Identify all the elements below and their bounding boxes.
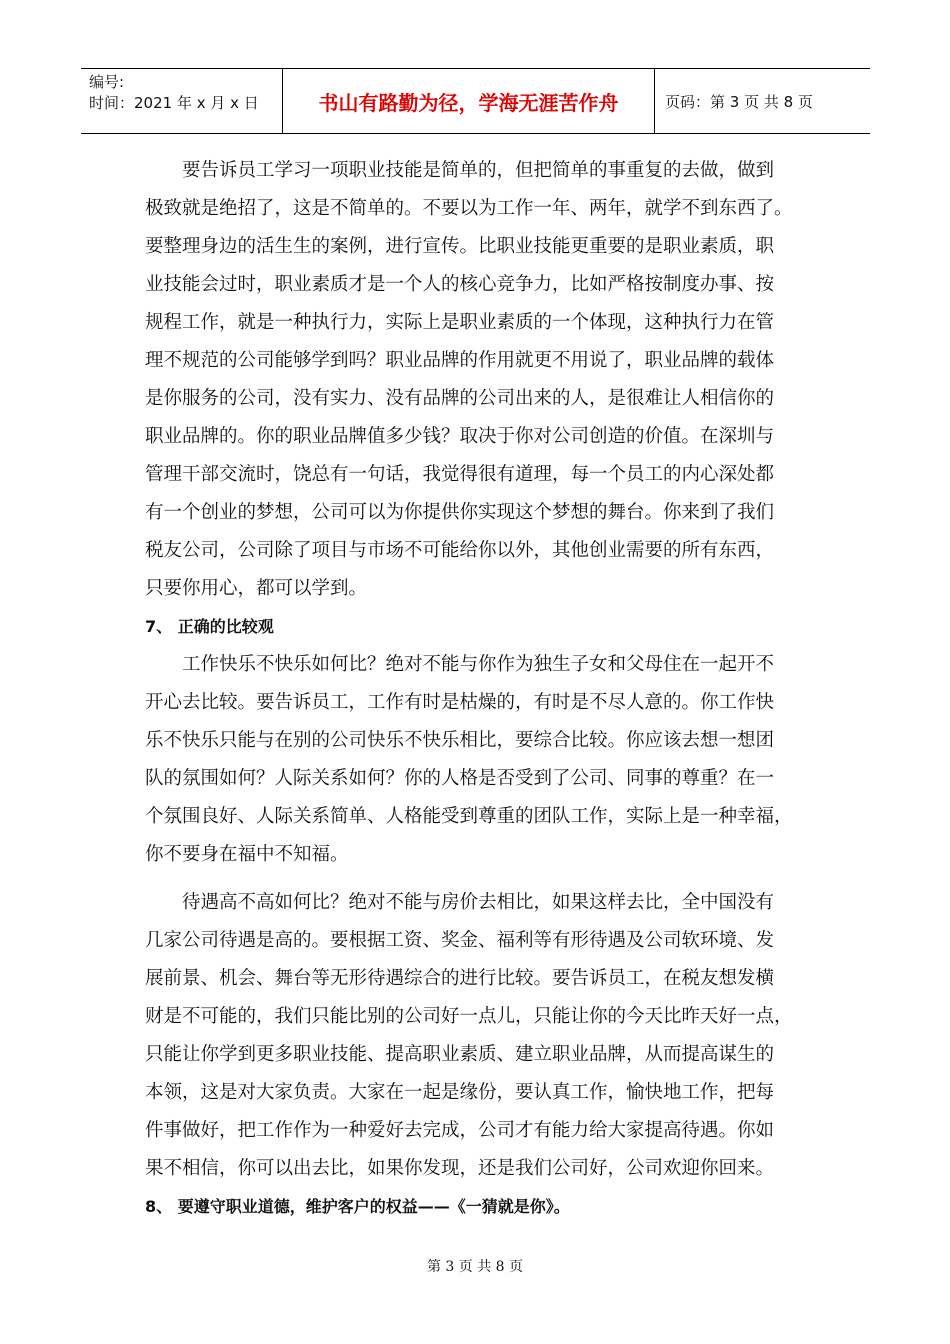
text-line: 个氛围良好、人际关系简单、人格能受到尊重的团队工作，实际上是一种幸福， bbox=[145, 806, 793, 827]
header-page-info: 页码：第 3 页 共 8 页 bbox=[665, 92, 813, 111]
text-line: 几家公司待遇是高的。要根据工资、奖金、福利等有形待遇及公司软环境、发 bbox=[145, 930, 775, 951]
paragraph-gap bbox=[145, 874, 825, 884]
text-line: 你不要身在福中不知福。 bbox=[145, 844, 349, 865]
text-line: 只要你用心，都可以学到。 bbox=[145, 578, 368, 599]
text-line: 开心去比较。要告诉员工，工作有时是枯燥的，有时是不尽人意的。你工作快 bbox=[145, 692, 775, 713]
text-line: 财是不可能的，我们只能比别的公司好一点儿，只能让你的今天比昨天好一点， bbox=[145, 1006, 793, 1027]
text-line: 是你服务的公司，没有实力、没有品牌的公司出来的人，是很难让人相信你的 bbox=[145, 388, 775, 409]
text-line: 队的氛围如何？人际关系如何？你的人格是否受到了公司、同事的尊重？在一 bbox=[145, 768, 775, 789]
text-line: 待遇高不高如何比？绝对不能与房价去相比，如果这样去比，全中国没有 bbox=[182, 892, 775, 913]
text-line: 理不规范的公司能够学到吗？职业品牌的作用就更不用说了，职业品牌的载体 bbox=[145, 350, 775, 371]
text-line: 税友公司，公司除了项目与市场不可能给你以外，其他创业需要的所有东西， bbox=[145, 540, 775, 561]
text-line: 规程工作，就是一种执行力，实际上是职业素质的一个体现，这种执行力在管 bbox=[145, 312, 775, 333]
page-header bbox=[81, 68, 870, 134]
text-line: 本领，这是对大家负责。大家在一起是缘份，要认真工作，愉快地工作，把每 bbox=[145, 1082, 775, 1103]
section-heading-8: 8、 要遵守职业道德，维护客户的权益——《一猜就是你》。 bbox=[145, 1197, 570, 1216]
text-line: 工作快乐不快乐如何比？绝对不能与你作为独生子女和父母住在一起开不 bbox=[182, 654, 775, 675]
text-line: 极致就是绝招了，这是不简单的。不要以为工作一年、两年，就学不到东西了。 bbox=[145, 198, 793, 219]
page-footer: 第 3 页 共 8 页 bbox=[426, 1259, 524, 1275]
text-line: 只能让你学到更多职业技能、提高职业素质、建立职业品牌，从而提高谋生的 bbox=[145, 1044, 775, 1065]
text-line: 管理干部交流时，饶总有一句话，我觉得很有道理，每一个员工的内心深处都 bbox=[145, 464, 775, 485]
text-line: 件事做好，把工作作为一种爱好去完成，公司才有能力给大家提高待遇。你如 bbox=[145, 1120, 775, 1141]
paragraph-2 bbox=[145, 646, 825, 874]
header-motto: 书山有路勤为径，学海无涯苦作舟 bbox=[283, 69, 655, 133]
text-line: 要整理身边的活生生的案例，进行宣传。比职业技能更重要的是职业素质，职 bbox=[145, 236, 775, 257]
document-body bbox=[145, 152, 825, 1226]
document-date: 时间：2021 年 x 月 x 日 bbox=[89, 94, 259, 112]
text-line: 要告诉员工学习一项职业技能是简单的，但把简单的事重复的去做，做到 bbox=[182, 160, 775, 181]
paragraph-1 bbox=[145, 152, 825, 608]
text-line: 有一个创业的梦想，公司可以为你提供你实现这个梦想的舞台。你来到了我们 bbox=[145, 502, 775, 523]
text-line: 职业品牌的。你的职业品牌值多少钱？取决于你对公司创造的价值。在深圳与 bbox=[145, 426, 775, 447]
section-heading-7: 7、 正确的比较观 bbox=[145, 617, 274, 636]
paragraph-3 bbox=[145, 884, 825, 1188]
text-line: 展前景、机会、舞台等无形待遇综合的进行比较。要告诉员工，在税友想发横 bbox=[145, 968, 775, 989]
document-number-label: 编号: bbox=[89, 73, 125, 91]
header-meta bbox=[81, 69, 283, 133]
text-line: 业技能会过时，职业素质才是一个人的核心竞争力，比如严格按制度办事、按 bbox=[145, 274, 775, 295]
text-line: 乐不快乐只能与在别的公司快乐不快乐相比，要综合比较。你应该去想一想团 bbox=[145, 730, 775, 751]
text-line: 果不相信，你可以出去比，如果你发现，还是我们公司好，公司欢迎你回来。 bbox=[145, 1158, 775, 1179]
